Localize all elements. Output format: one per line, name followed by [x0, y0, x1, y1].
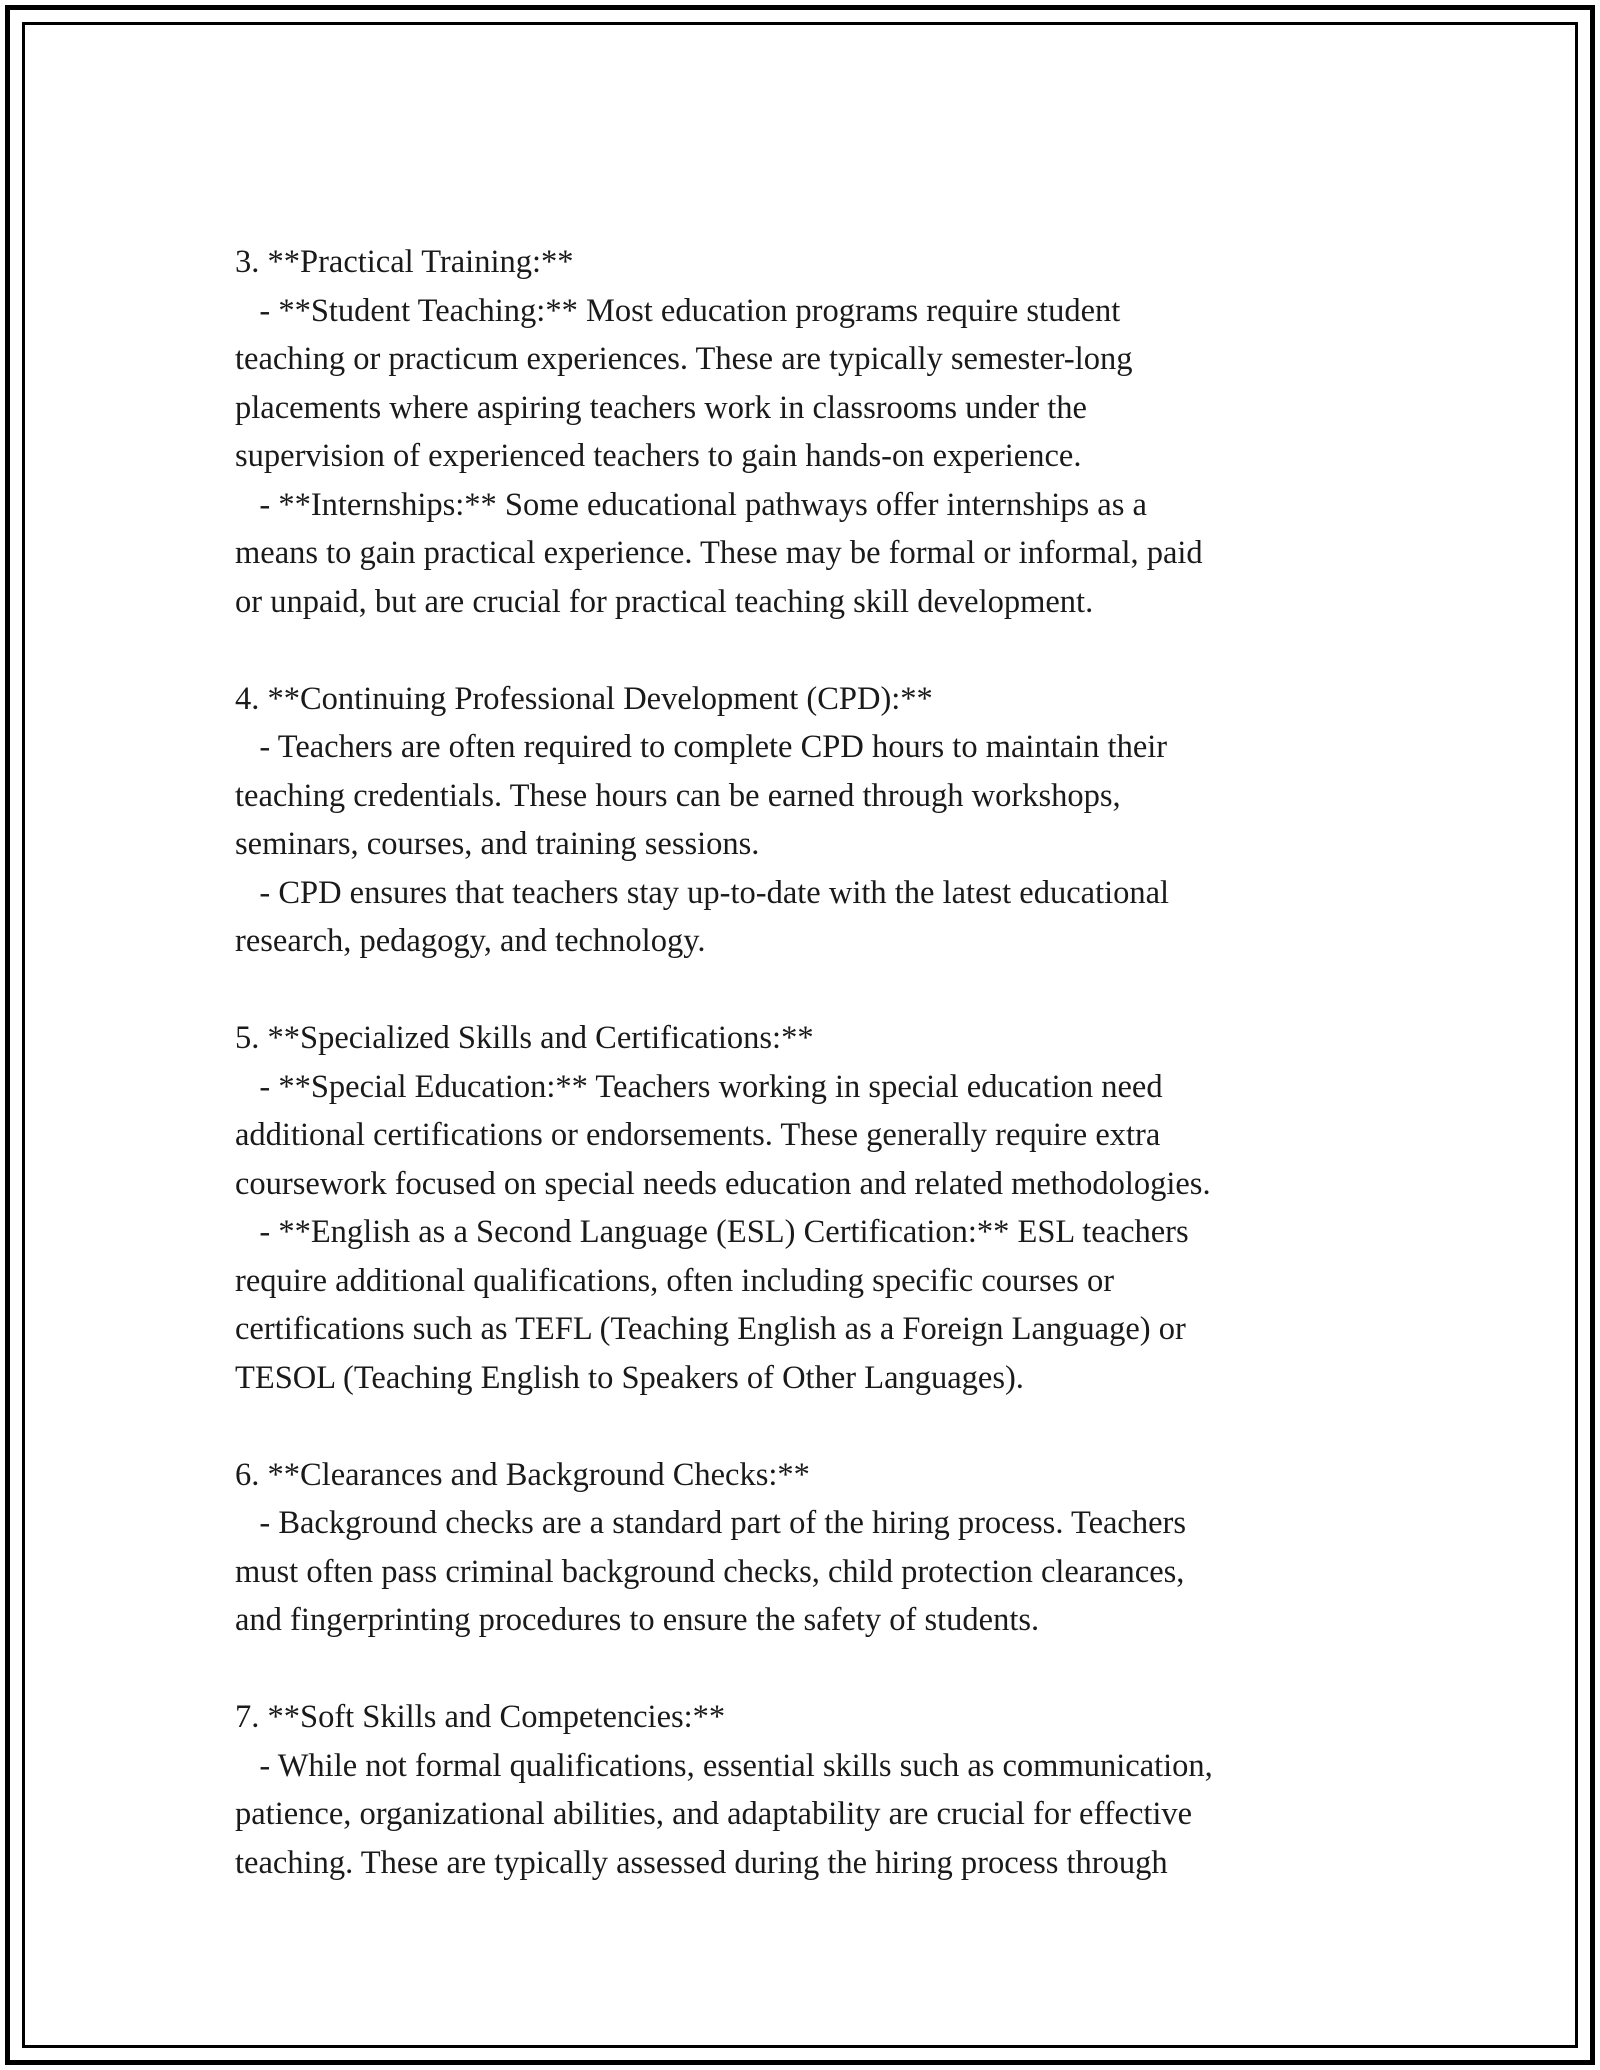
text-line: - **Student Teaching:** Most education programs require student: [235, 292, 1121, 329]
text-line: TESOL (Teaching English to Speakers of Other Languages).: [235, 1359, 1024, 1396]
text-line: - **English as a Second Language (ESL) Certification:** ESL teachers: [235, 1214, 1189, 1250]
section-heading: 3. **Practical Training:**: [235, 244, 574, 280]
text-line: or unpaid, but are crucial for practical teaching skill development.: [235, 583, 1094, 620]
section-heading: 4. **Continuing Professional Development (CPD):**: [235, 680, 933, 717]
text-line: - **Internships:** Some educational pathways offer internships as a: [235, 486, 1147, 523]
paragraph-spacer: [235, 626, 1375, 675]
section-heading: 5. **Specialized Skills and Certifications:**: [235, 1020, 814, 1056]
text-line: teaching. These are typically assessed during the hiring process through: [235, 1844, 1168, 1881]
text-line: - CPD ensures that teachers stay up-to-date with the latest educational: [235, 874, 1170, 911]
section-heading: 6. **Clearances and Background Checks:**: [235, 1456, 810, 1493]
text-line: seminars, courses, and training sessions.: [235, 826, 760, 862]
text-line: additional certifications or endorsements. These generally require extra: [235, 1117, 1161, 1153]
text-line: - **Special Education:** Teachers working in special education need: [235, 1068, 1163, 1105]
text-line: - Teachers are often required to complete CPD hours to maintain their: [235, 729, 1168, 765]
text-line: patience, organizational abilities, and adaptability are crucial for effective: [235, 1796, 1193, 1832]
text-line: research, pedagogy, and technology.: [235, 923, 706, 959]
document-body: [235, 238, 1375, 1887]
section-practical-training: [235, 238, 1375, 626]
section-clearances-background-checks: [235, 1451, 1375, 1645]
section-heading: 7. **Soft Skills and Competencies:**: [235, 1699, 726, 1735]
text-line: require additional qualifications, often including specific courses or: [235, 1262, 1115, 1299]
paragraph-spacer: [235, 1402, 1375, 1451]
text-line: - While not formal qualifications, essential skills such as communication,: [235, 1747, 1213, 1784]
text-line: supervision of experienced teachers to gain hands-on experience.: [235, 438, 1082, 474]
text-line: certifications such as TEFL (Teaching English as a Foreign Language) or: [235, 1311, 1186, 1347]
text-line: must often pass criminal background checks, child protection clearances,: [235, 1553, 1185, 1590]
section-continuing-professional-development: [235, 675, 1375, 966]
text-line: coursework focused on special needs education and related methodologies.: [235, 1165, 1211, 1202]
paragraph-spacer: [235, 966, 1375, 1015]
text-line: teaching or practicum experiences. These are typically semester-long: [235, 341, 1133, 377]
text-line: and fingerprinting procedures to ensure the safety of students.: [235, 1602, 1040, 1638]
text-line: teaching credentials. These hours can be earned through workshops,: [235, 777, 1121, 814]
section-specialized-skills: [235, 1014, 1375, 1402]
section-soft-skills: [235, 1693, 1375, 1887]
text-line: placements where aspiring teachers work in classrooms under the: [235, 389, 1087, 426]
text-line: means to gain practical experience. These may be formal or informal, paid: [235, 535, 1203, 571]
paragraph-spacer: [235, 1645, 1375, 1694]
text-line: - Background checks are a standard part of the hiring process. Teachers: [235, 1505, 1186, 1541]
